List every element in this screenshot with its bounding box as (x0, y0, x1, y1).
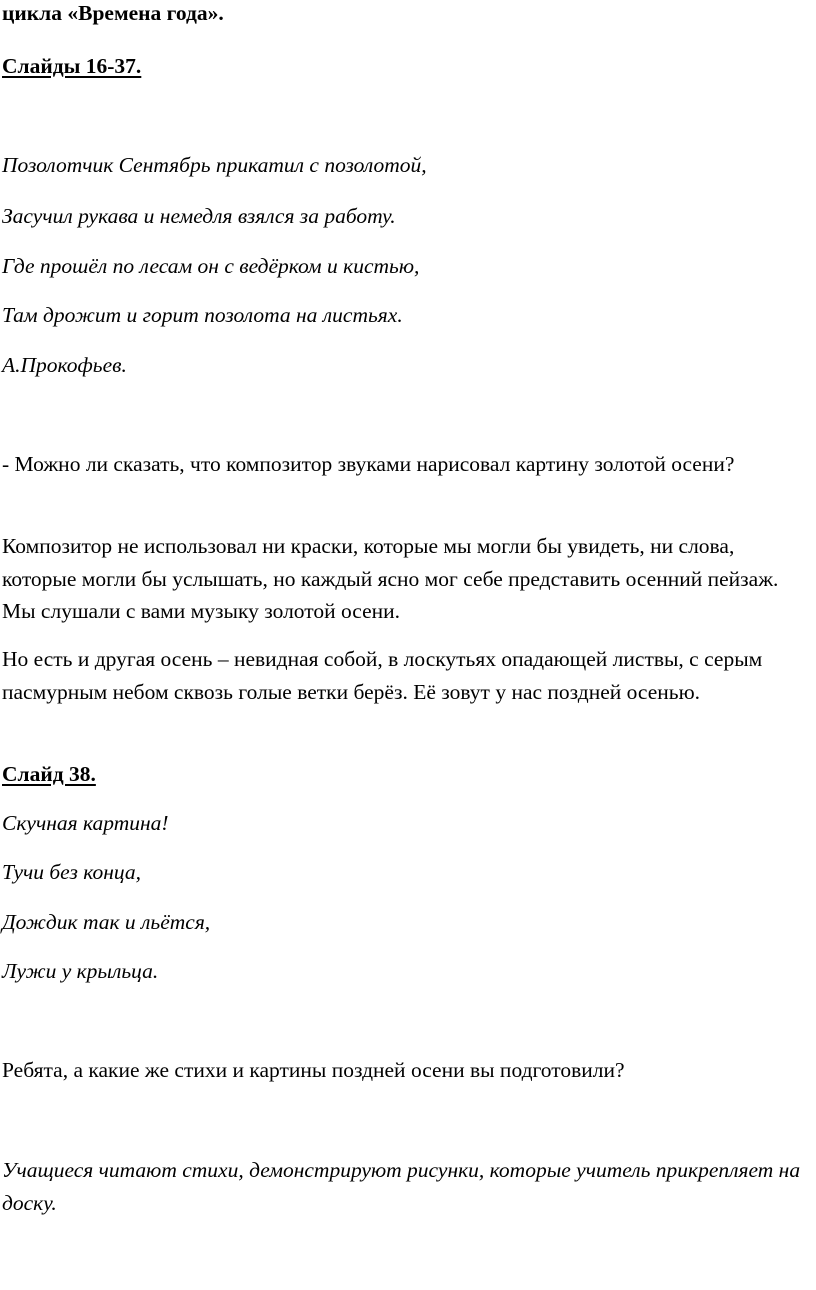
question-paragraph: - Можно ли сказать, что композитор звуками нарисовал картину золотой осени? (2, 452, 735, 476)
composer-paragraph: Композитор не использовал ни краски, которые мы могли бы увидеть, ни слова, которые могли бы услышать, но каждый ясно мог себе представить осенний пейзаж. Мы слушали с вами музыку золотой осени. (2, 534, 779, 623)
slide-heading: Слайд 38. (2, 762, 96, 786)
poem2-line-2: Тучи без конца, (2, 860, 141, 884)
poem1-author: А.Прокофьев. (2, 353, 127, 377)
poem2-line-3: Дождик так и льётся, (2, 910, 211, 934)
late-autumn-paragraph: Но есть и другая осень – невидная собой, в лоскутьях опадающей листвы, с серым пасмурным небом сквозь голые ветки берёз. Её зовут у нас поздней осенью. (2, 647, 763, 704)
poem1-line-4: Там дрожит и горит позолота на листьях. (2, 303, 403, 327)
poem2-line-4: Лужи у крыльца. (2, 959, 159, 983)
poem1-line-3: Где прошёл по лесам он с ведёрком и кистью, (2, 254, 420, 278)
question-line: Ребята, а какие же стихи и картины поздней осени вы подготовили? (2, 1058, 625, 1082)
poem2-line-1: Скучная картина! (2, 811, 169, 835)
instruction-paragraph: Учащиеся читают стихи, демонстрируют рисунки, которые учитель прикрепляет на доску. (2, 1158, 801, 1215)
poem1-line-1: Позолотчик Сентябрь прикатил с позолотой, (2, 153, 427, 177)
poem1-line-2: Засучил рукава и немедля взялся за работу. (2, 204, 396, 228)
title-fragment: цикла «Времена года». (2, 1, 224, 25)
slides-heading: Слайды 16-37. (2, 54, 142, 78)
